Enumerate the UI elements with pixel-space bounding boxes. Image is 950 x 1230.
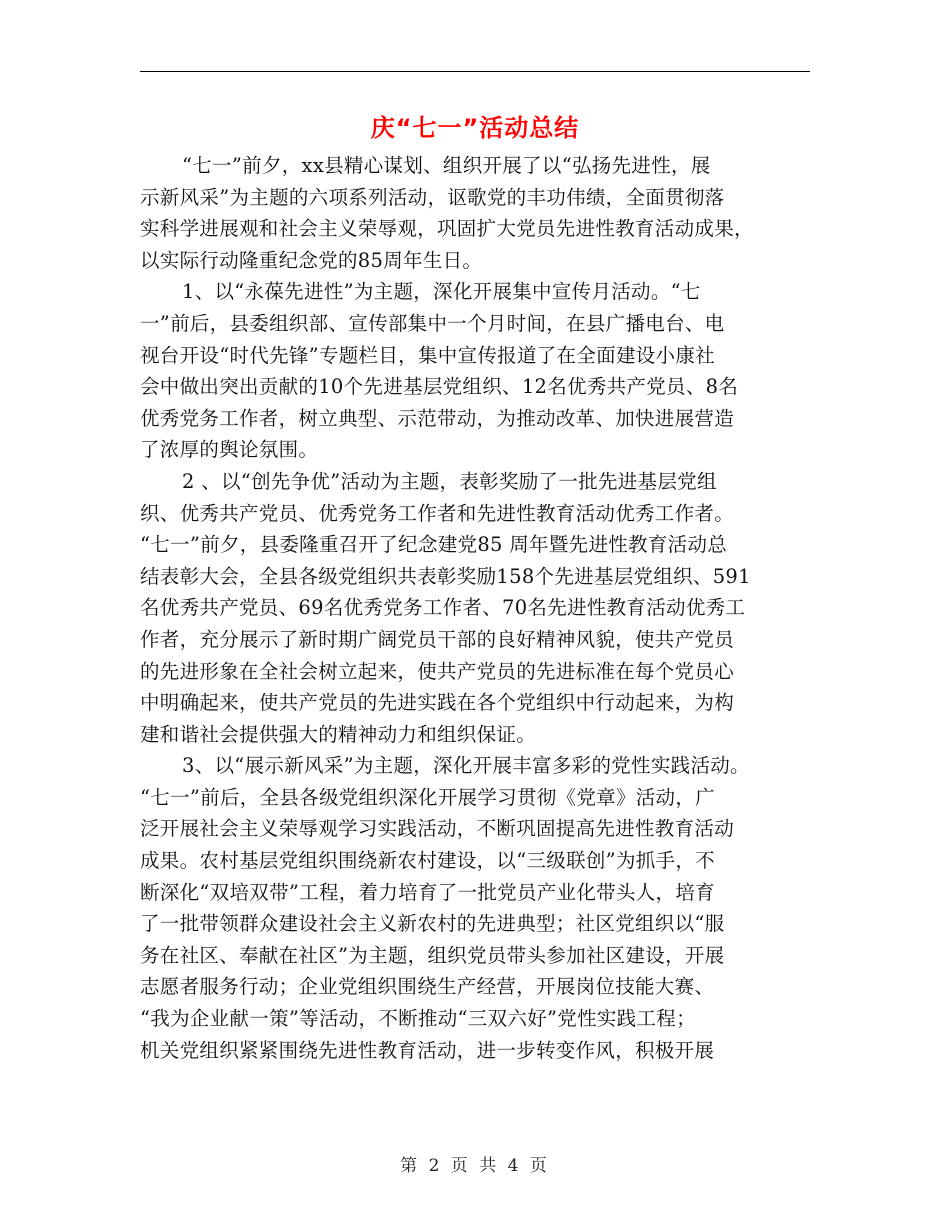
text-line: 示新风采”为主题的六项系列活动，讴歌党的丰功伟绩，全面贯彻落 [140, 185, 725, 209]
text-line: “七一”前夕，xx县精心谋划、组织开展了以“弘扬先进性，展 [182, 154, 711, 177]
text-line: “七一”前夕，县委隆重召开了纪念建党85 周年暨先进性教育活动总 [140, 533, 728, 557]
text-line: 会中做出突出贡献的10个先进基层党组织、12名优秀共产党员、8名 [140, 375, 739, 399]
page-number-footer: 第 2 页 共 4 页 [400, 1156, 550, 1176]
text-line: 断深化“双培双带”工程，着力培育了一批党员产业化带头人，培育 [140, 880, 715, 904]
text-line: 务在社区、奉献在社区”为主题，组织党员带头参加社区建设，开展 [140, 943, 725, 967]
text-line: 了一批带领群众建设社会主义新农村的先进典型；社区党组织以“服 [140, 912, 725, 936]
text-line: 视台开设“时代先锋”专题栏目，集中宣传报道了在全面建设小康社 [140, 343, 715, 367]
text-line: 实科学进展观和社会主义荣辱观，巩固扩大党员先进性教育活动成果， [140, 217, 754, 241]
text-line: 1、以“永葆先进性”为主题，深化开展集中宣传月活动。“七 [182, 280, 701, 304]
text-line: 志愿者服务行动；企业党组织围绕生产经营，开展岗位技能大赛、 [140, 975, 715, 999]
text-line: 建和谐社会提供强大的精神动力和组织保证。 [140, 722, 537, 746]
text-line: 中明确起来，使共产党员的先进实践在各个党组织中行动起来，为构 [140, 691, 735, 715]
text-line: “七一”前后，全县各级党组织深化开展学习贯彻《党章》活动，广 [140, 785, 715, 809]
text-line: “我为企业献一策”等活动，不断推动“三双六好”党性实践工程； [140, 1007, 696, 1031]
document-body [140, 150, 820, 1066]
text-line: 成果。农村基层党组织围绕新农村建设，以“三级联创”为抓手，不 [140, 849, 715, 873]
document-title: 庆“七一”活动总结 [370, 114, 580, 142]
header-rule [140, 71, 810, 72]
text-line: 作者，充分展示了新时期广阔党员干部的良好精神风貌，使共产党员 [140, 627, 735, 651]
text-line: 2 、以“创先争优”活动为主题，表彰奖励了一批先进基层党组 [182, 469, 717, 493]
text-line: 一”前后，县委组织部、宣传部集中一个月时间，在县广播电台、电 [140, 311, 725, 335]
text-line: 织、优秀共产党员、优秀党务工作者和先进性教育活动优秀工作者。 [140, 501, 735, 525]
text-line: 以实际行动隆重纪念党的85周年生日。 [140, 248, 483, 272]
text-line: 名优秀共产党员、69名优秀党务工作者、70名先进性教育活动优秀工 [140, 596, 746, 620]
text-line: 优秀党务工作者，树立典型、示范带动，为推动改革、加快进展营造 [140, 406, 735, 430]
text-line: 了浓厚的舆论氛围。 [140, 438, 319, 462]
text-line: 3、以“展示新风采”为主题，深化开展丰富多彩的党性实践活动。 [182, 754, 750, 778]
text-line: 结表彰大会，全县各级党组织共表彰奖励158个先进基层党组织、591 [140, 564, 751, 588]
text-line: 泛开展社会主义荣辱观学习实践活动，不断巩固提高先进性教育活动 [140, 817, 735, 841]
text-line: 机关党组织紧紧围绕先进性教育活动，进一步转变作风，积极开展 [140, 1038, 715, 1062]
text-line: 的先进形象在全社会树立起来，使共产党员的先进标准在每个党员心 [140, 659, 735, 683]
